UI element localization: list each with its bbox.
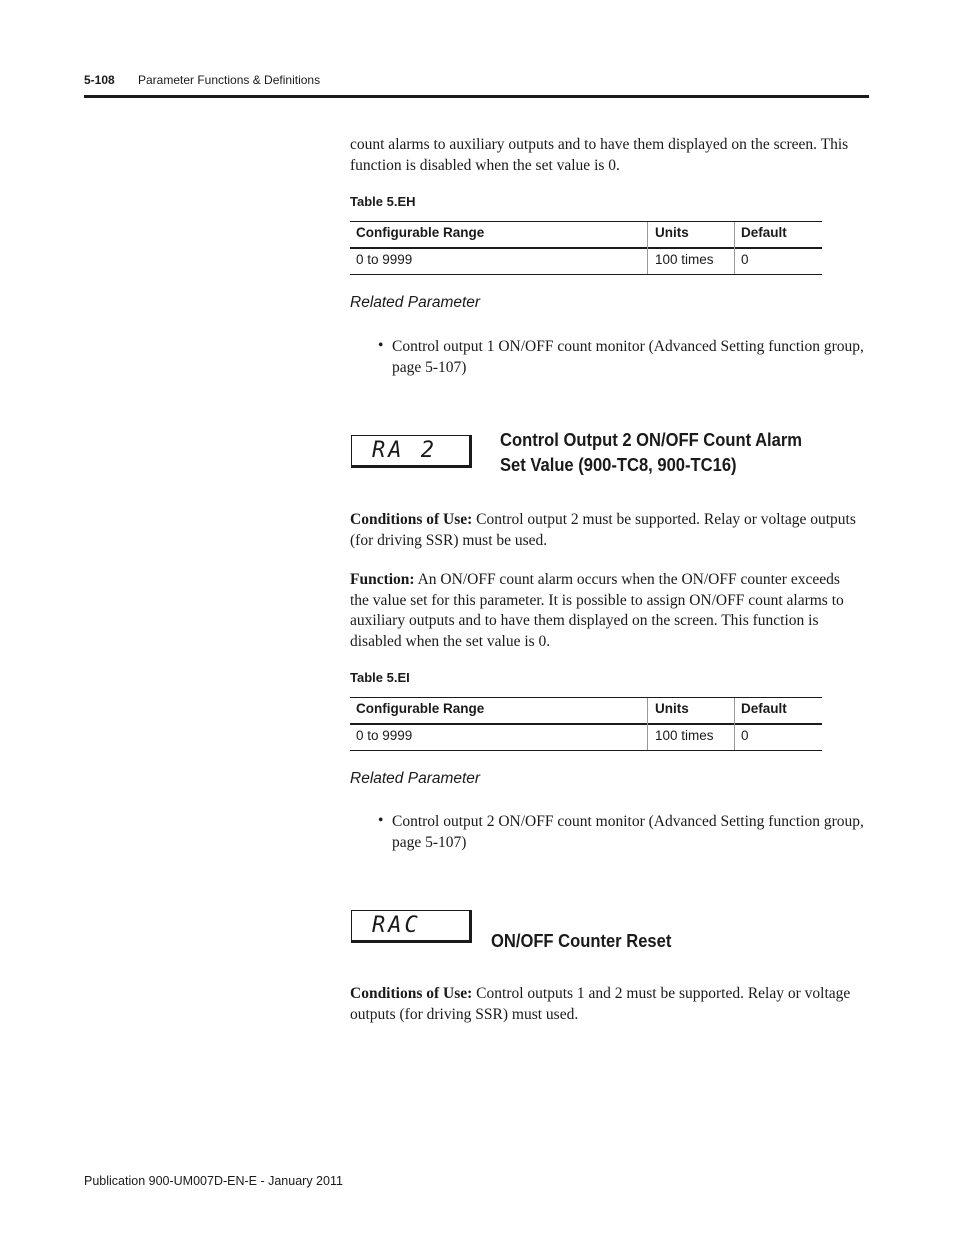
table-eh [350,221,822,276]
table-cell: 100 times [655,728,714,743]
conditions-text: Control outputs 1 and 2 must be supported. Relay or voltage outputs (for driving SSR) must used. [350,985,851,1023]
function-paragraph-ra2 [350,570,862,652]
related-parameter-item: Control output 2 ON/OFF count monitor (Advanced Setting function group, page 5-107) [392,813,864,851]
intro-paragraph: count alarms to auxiliary outputs and to have them displayed on the screen. This function is disabled when the set value is 0. [350,136,849,174]
table-header-cell: Configurable Range [356,225,485,240]
lcd-display-rac [351,910,472,943]
function-label: Function: [350,571,415,588]
chapter-title: Parameter Functions & Definitions [138,73,321,87]
conditions-text: Control output 2 must be supported. Relay or voltage outputs (for driving SSR) must be used. [350,511,856,549]
conditions-of-use-ra2 [350,510,862,551]
lcd-display-text: RA 2 [372,438,437,463]
bullet: • [378,812,384,829]
table-header-cell: Default [741,225,787,240]
table-caption-ei: Table 5.EI [350,670,410,685]
related-parameter-item: Control output 1 ON/OFF count monitor (Advanced Setting function group, page 5-107) [392,338,864,376]
lcd-display-text: RAC [372,913,421,938]
table-header-cell: Configurable Range [356,701,485,716]
conditions-label: Conditions of Use: [350,985,473,1002]
conditions-label: Conditions of Use: [350,511,473,528]
related-parameter-label: Related Parameter [350,770,481,787]
table-cell: 0 to 9999 [356,728,413,743]
bullet: • [378,337,384,354]
table-cell: 0 to 9999 [356,252,413,267]
lcd-display-ra2 [351,435,472,468]
section-title-ra2: Control Output 2 ON/OFF Count Alarm Set Value (900-TC8, 900-TC16) [500,430,803,475]
header-rule [84,95,869,98]
table-caption-eh: Table 5.EH [350,194,416,209]
page-number: 5-108 [84,73,115,87]
publication-footer: Publication 900-UM007D-EN-E - January 2011 [84,1174,343,1188]
table-cell: 100 times [655,252,714,267]
related-parameter-label: Related Parameter [350,294,481,311]
table-header-cell: Default [741,701,787,716]
conditions-of-use-rac [350,984,862,1025]
table-cell: 0 [741,252,749,267]
table-header-cell: Units [655,701,689,716]
function-text: An ON/OFF count alarm occurs when the ON/OFF counter exceeds the value set for this parameter. It is possible to assign ON/OFF count alarms to auxiliary outputs and to have them displayed on the screen. This function is disabled when the set value is 0. [350,571,844,650]
table-cell: 0 [741,728,749,743]
table-header-cell: Units [655,225,689,240]
table-ei [350,697,822,752]
section-title-rac: ON/OFF Counter Reset [491,931,672,951]
